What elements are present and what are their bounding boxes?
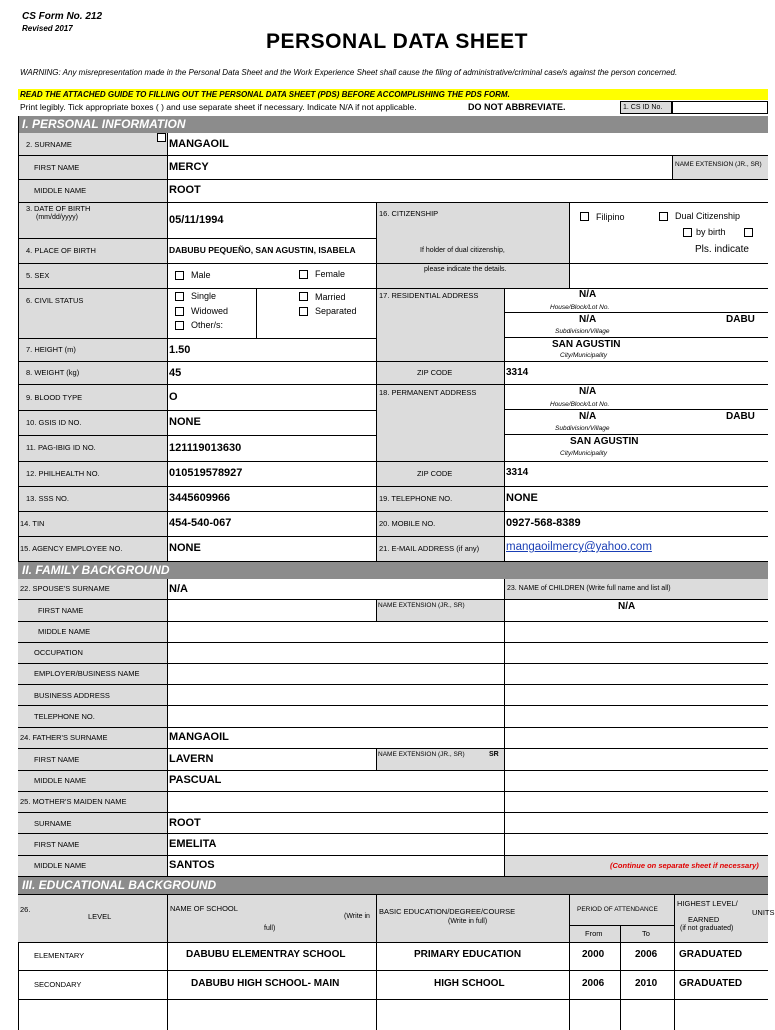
edu-school-secondary[interactable]: DABUBU HIGH SCHOOL- MAIN [191,978,340,989]
edu-course-header: BASIC EDUCATION/DEGREE/COURSE [379,907,516,916]
pob-label: 4. PLACE OF BIRTH [26,246,96,255]
agency-value[interactable]: NONE [169,542,201,554]
continue-note: (Continue on separate sheet if necessary) [610,861,759,870]
business-address-label: BUSINESS ADDRESS [34,691,110,700]
widowed-checkbox[interactable] [175,307,184,316]
civil-status-label: 6. CIVIL STATUS [26,296,84,305]
cs-id-field[interactable] [672,101,768,114]
dob-number: 3. [26,204,33,213]
edu-school-full: full) [264,925,276,932]
edu-level-header: LEVEL [88,912,112,921]
philhealth-value[interactable]: 010519578927 [169,467,243,479]
others-option: Other/s: [191,320,224,330]
dual-note-2: please indicate the details. [424,266,507,273]
perm-zip-label: ZIP CODE [417,469,453,478]
cs-id-label: 1. CS ID No. [620,101,672,114]
single-checkbox[interactable] [175,292,184,301]
middle-name-label: MIDDLE NAME [34,186,87,195]
spouse-middle-label: MIDDLE NAME [38,627,91,636]
perm-subd-value[interactable]: N/A [579,411,597,422]
tin-label: 14. TIN [20,519,45,528]
edu-from-elementary[interactable]: 2000 [582,949,605,960]
edu-school-elementary[interactable]: DABUBU ELEMENTRAY SCHOOL [186,949,346,960]
agency-label: 15. AGENCY EMPLOYEE NO. [20,544,123,553]
father-first-value[interactable]: LAVERN [169,753,214,765]
edu-number: 26. [20,905,31,914]
edu-to-elementary[interactable]: 2006 [635,949,658,960]
guide-banner: READ THE ATTACHED GUIDE TO FILLING OUT THE PERSONAL DATA SHEET (PDS) BEFORE ACCOMPLISHING THE PDS FORM. [18,89,768,100]
pagibig-label: 11. PAG-IBIG ID NO. [26,443,96,452]
by-naturalization-checkbox[interactable] [744,228,753,237]
res-brgy-value[interactable]: DABU [726,314,755,325]
pls-indicate-label: Pls. indicate [695,244,749,255]
perm-house-caption: House/Block/Lot No. [550,401,610,408]
father-surname-label: 24. FATHER'S SURNAME [20,733,108,742]
first-name-value[interactable]: MERCY [169,161,209,173]
edu-course-elementary[interactable]: PRIMARY EDUCATION [414,949,522,960]
weight-label: 8. WEIGHT (kg) [26,368,80,377]
email-value[interactable]: mangaoilmercy@yahoo.com [506,541,652,553]
mother-middle-value[interactable]: SANTOS [169,859,215,871]
mother-middle-label: MIDDLE NAME [34,861,87,870]
dual-note-1: If holder of dual citizenship, [420,247,505,254]
edu-course-secondary[interactable]: HIGH SCHOOL [434,978,505,989]
res-zip-value[interactable]: 3314 [506,367,529,378]
mother-maiden-label: 25. MOTHER'S MAIDEN NAME [20,797,127,806]
perm-zip-value[interactable]: 3314 [506,467,529,478]
mother-first-value[interactable]: EMELITA [169,838,217,850]
res-subd-value[interactable]: N/A [579,314,597,325]
married-checkbox[interactable] [299,292,308,301]
father-ext-value[interactable]: SR [489,751,499,758]
dual-citizenship-checkbox[interactable] [659,212,668,221]
form-revised: Revised 2017 [22,24,73,33]
father-middle-value[interactable]: PASCUAL [169,774,222,786]
children-label: 23. NAME of CHILDREN (Write full name and list all) [507,585,671,592]
tin-value[interactable]: 454-540-067 [169,517,232,529]
female-option: Female [315,269,346,279]
res-zip-label: ZIP CODE [417,368,453,377]
separated-checkbox[interactable] [299,307,308,316]
res-house-value[interactable]: N/A [579,289,597,300]
spouse-telephone-label: TELEPHONE NO. [34,712,95,721]
page-title: PERSONAL DATA SHEET [266,30,528,53]
father-surname-value[interactable]: MANGAOIL [169,731,229,743]
mobile-value[interactable]: 0927-568-8389 [506,517,581,529]
edu-level-secondary: SECONDARY [34,980,82,989]
res-city-caption: City/Municipality [560,352,607,359]
single-option: Single [191,291,217,301]
edu-period-header: PERIOD OF ATTENDANCE [577,906,658,913]
mother-first-label: FIRST NAME [34,840,80,849]
edu-course-write: (Write in full) [448,918,488,925]
filipino-option: Filipino [596,212,625,222]
dob-format: (mm/dd/yyyy) [36,214,78,221]
children-value[interactable]: N/A [618,601,636,612]
surname-label: 2. SURNAME [26,140,72,149]
edu-to-secondary[interactable]: 2010 [635,978,658,989]
section-family-background: II. FAMILY BACKGROUND [18,562,768,579]
citizenship-label: 16. CITIZENSHIP [379,209,439,218]
widowed-option: Widowed [191,306,229,316]
perm-brgy-value[interactable]: DABU [726,411,755,422]
male-option: Male [191,270,211,280]
others-checkbox[interactable] [175,321,184,330]
form-number: CS Form No. 212 [22,11,103,22]
mother-surname-label: SURNAME [34,819,72,828]
print-note: Print legibly. Tick appropriate boxes ( ) and use separate sheet if necessary. Indicate N/A if not applicable. [20,102,417,112]
permanent-address-label: 18. PERMANENT ADDRESS [379,388,477,397]
employer-label: EMPLOYER/BUSINESS NAME [34,669,140,678]
occupation-label: OCCUPATION [34,648,83,657]
spouse-first-label: FIRST NAME [38,606,84,615]
email-label: 21. E-MAIL ADDRESS (if any) [379,544,480,553]
edu-school-header: NAME OF SCHOOL [170,904,238,913]
height-value[interactable]: 1.50 [169,344,191,356]
blood-type-label: 9. BLOOD TYPE [26,393,83,402]
mobile-label: 20. MOBILE NO. [379,519,436,528]
perm-house-value[interactable]: N/A [579,386,597,397]
perm-subd-caption: Subdivision/Village [555,425,610,432]
female-checkbox[interactable] [299,270,308,279]
residential-address-label: 17. RESIDENTIAL ADDRESS [379,291,479,300]
separated-option: Separated [315,306,357,316]
sex-label: 5. SEX [26,271,50,280]
father-ext-label: NAME EXTENSION (JR., SR) [378,751,465,758]
edu-from-secondary[interactable]: 2006 [582,978,605,989]
edu-from-header: From [585,929,603,938]
edu-school-write: (Write in [344,913,370,920]
blood-type-value[interactable]: O [169,391,178,403]
edu-to-header: To [642,929,650,938]
warning-text: WARNING: Any misrepresentation made in the Personal Data Sheet and the Work Experience Sheet shall cause the filing of administrative/criminal case/s against the person concerned. [20,68,678,77]
pagibig-value[interactable]: 121119013630 [169,442,242,454]
section-educational-background: III. EDUCATIONAL BACKGROUND [18,877,768,894]
philhealth-label: 12. PHILHEALTH NO. [26,469,100,478]
surname-value[interactable]: MANGAOIL [169,138,229,150]
edu-highest-header-2: UNITS [752,908,775,917]
dual-citizenship-option: Dual Citizenship [675,211,741,221]
gsis-label: 10. GSIS ID NO. [26,418,82,427]
perm-city-caption: City/Municipality [560,450,607,457]
res-house-caption: House/Block/Lot No. [550,304,610,311]
father-first-label: FIRST NAME [34,755,80,764]
father-middle-label: MIDDLE NAME [34,776,87,785]
married-option: Married [315,292,346,302]
first-name-label: FIRST NAME [34,163,80,172]
res-city-value[interactable]: SAN AGUSTIN [552,339,621,350]
pob-value[interactable]: DABUBU PEQUEÑO, SAN AGUSTIN, ISABELA [169,245,356,255]
edu-highest-secondary[interactable]: GRADUATED [679,978,743,989]
height-label: 7. HEIGHT (m) [26,345,76,354]
by-birth-checkbox[interactable] [683,228,692,237]
surname-checkbox[interactable] [157,133,166,142]
sss-label: 13. SSS NO. [26,494,69,503]
dob-value[interactable]: 05/11/1994 [169,214,224,226]
telephone-label: 19. TELEPHONE NO. [379,494,453,503]
edu-highest-header-4: (if not graduated) [680,925,734,932]
do-not-abbreviate: DO NOT ABBREVIATE. [468,102,566,112]
edu-highest-header-3: EARNED [688,915,720,924]
middle-name-value[interactable]: ROOT [169,184,201,196]
name-extension-label: NAME EXTENSION (JR., SR) [675,161,762,168]
spouse-surname-label: 22. SPOUSE'S SURNAME [20,584,110,593]
edu-highest-elementary[interactable]: GRADUATED [679,949,743,960]
section-personal-information: I. PERSONAL INFORMATION [18,116,768,133]
edu-level-elementary: ELEMENTARY [34,951,85,960]
dob-label: DATE OF BIRTH [34,204,91,213]
telephone-value[interactable]: NONE [506,492,538,504]
weight-value[interactable]: 45 [169,367,182,379]
spouse-ext-label: NAME EXTENSION (JR., SR) [378,602,465,609]
edu-highest-header-1: HIGHEST LEVEL/ [677,899,738,908]
mother-surname-value[interactable]: ROOT [169,817,201,829]
male-checkbox[interactable] [175,271,184,280]
by-birth-option: by birth [696,227,726,237]
res-subd-caption: Subdivision/Village [555,328,610,335]
gsis-value[interactable]: NONE [169,416,201,428]
spouse-surname-value[interactable]: N/A [169,583,188,595]
sss-value[interactable]: 3445609966 [169,492,231,504]
perm-city-value[interactable]: SAN AGUSTIN [570,436,639,447]
filipino-checkbox[interactable] [580,212,589,221]
